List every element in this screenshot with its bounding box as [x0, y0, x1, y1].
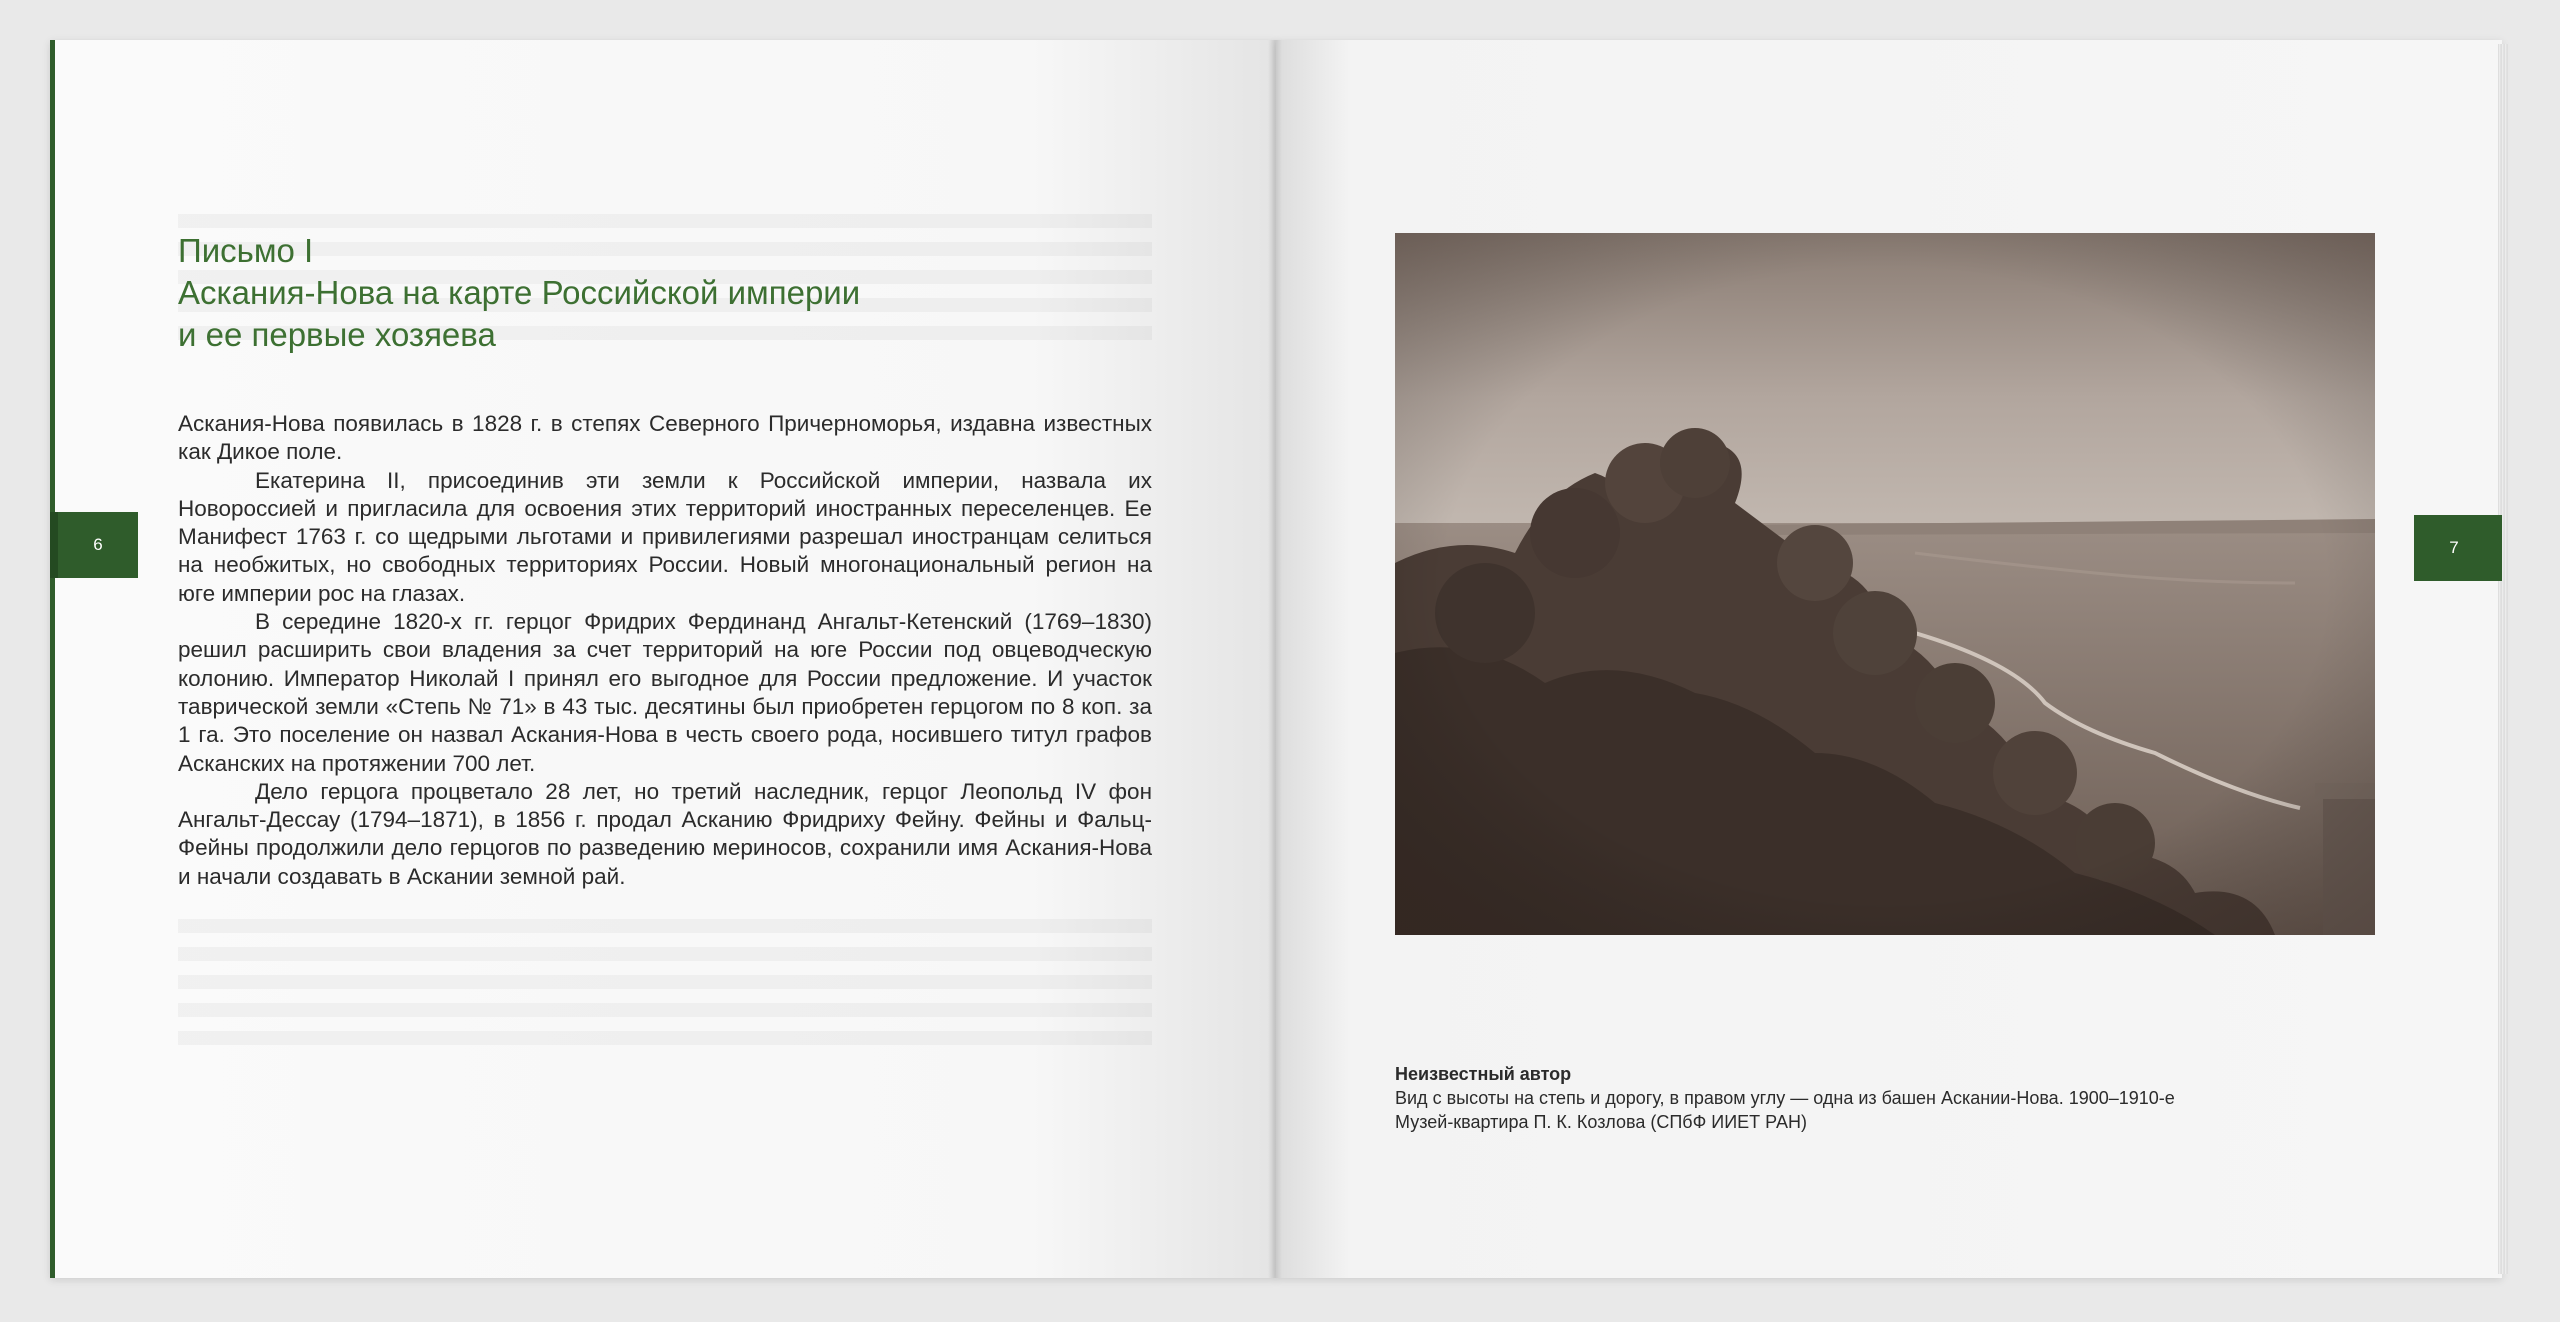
photo-caption — [1395, 1062, 2375, 1134]
page-tab-right-edge — [2494, 515, 2502, 581]
book-gutter — [1268, 40, 1282, 1278]
paragraph: Аскания-Нова появилась в 1828 г. в степях Северного Причерноморья, издавна известных как Дикое поле. — [178, 411, 1152, 465]
heading-line-2: Аскания-Нова на карте Российской империи — [178, 274, 861, 311]
caption-description: Вид с высоты на степь и дорогу, в правом углу — одна из башен Аскании-Нова. 1900–1910-е — [1395, 1088, 2175, 1108]
paragraph: Екатерина II, присоединив эти земли к Российской империи, назвала их Новороссией и пригласила для освоения этих территорий иностранных переселенцев. Ее Манифест 1763 г. со щедрыми льготами и привилегиями разрешал иностранцам селиться на необжитых, но свободных территориях России. Новый многонациональный регион на юге империи рос на глазах. — [178, 467, 1152, 606]
paragraph: Дело герцога процветало 28 лет, но третий наследник, герцог Леопольд IV фон Ангальт-Дессау (1794–1871), в 1856 г. продал Асканию Фридриху Фейну. Фейны и Фальц-Фейны продолжили дело герцогов по разведению мериносов, сохранили имя Аскания-Нова и начали создавать в Аскании земной рай. — [178, 778, 1152, 889]
page-number-left: 6 — [58, 512, 138, 578]
caption-author: Неизвестный автор — [1395, 1064, 1572, 1084]
paragraph: В середине 1820-х гг. герцог Фридрих Фердинанд Ангальт-Кетенский (1769–1830) решил расширить свои владения за счет территорий на юге России под овцеводческую колонию. Император Николай I принял его выгодное для России предложение. И участок таврической земли «Степь № 71» в 43 тыс. десятины был приобретен герцогом по 8 коп. за 1 га. Это поселение он назвал Аскания-Нова в честь своего рода, носившего титул графов Асканских на протяжении 700 лет. — [178, 609, 1152, 776]
page-number-right: 7 — [2414, 515, 2494, 581]
body-text — [178, 410, 1152, 891]
heading-line-3: и ее первые хозяева — [178, 316, 496, 353]
show-through-text-bottom — [178, 905, 1152, 1059]
caption-source: Музей-квартира П. К. Козлова (СПбФ ИИЕТ РАН) — [1395, 1112, 1807, 1132]
page-edges — [2498, 44, 2508, 1274]
heading-line-1: Письмо I — [178, 232, 314, 269]
steppe-photo-illustration — [1395, 233, 2375, 935]
page-tab-left-edge — [50, 512, 58, 578]
historic-photo — [1395, 233, 2375, 935]
chapter-heading — [178, 230, 1178, 356]
